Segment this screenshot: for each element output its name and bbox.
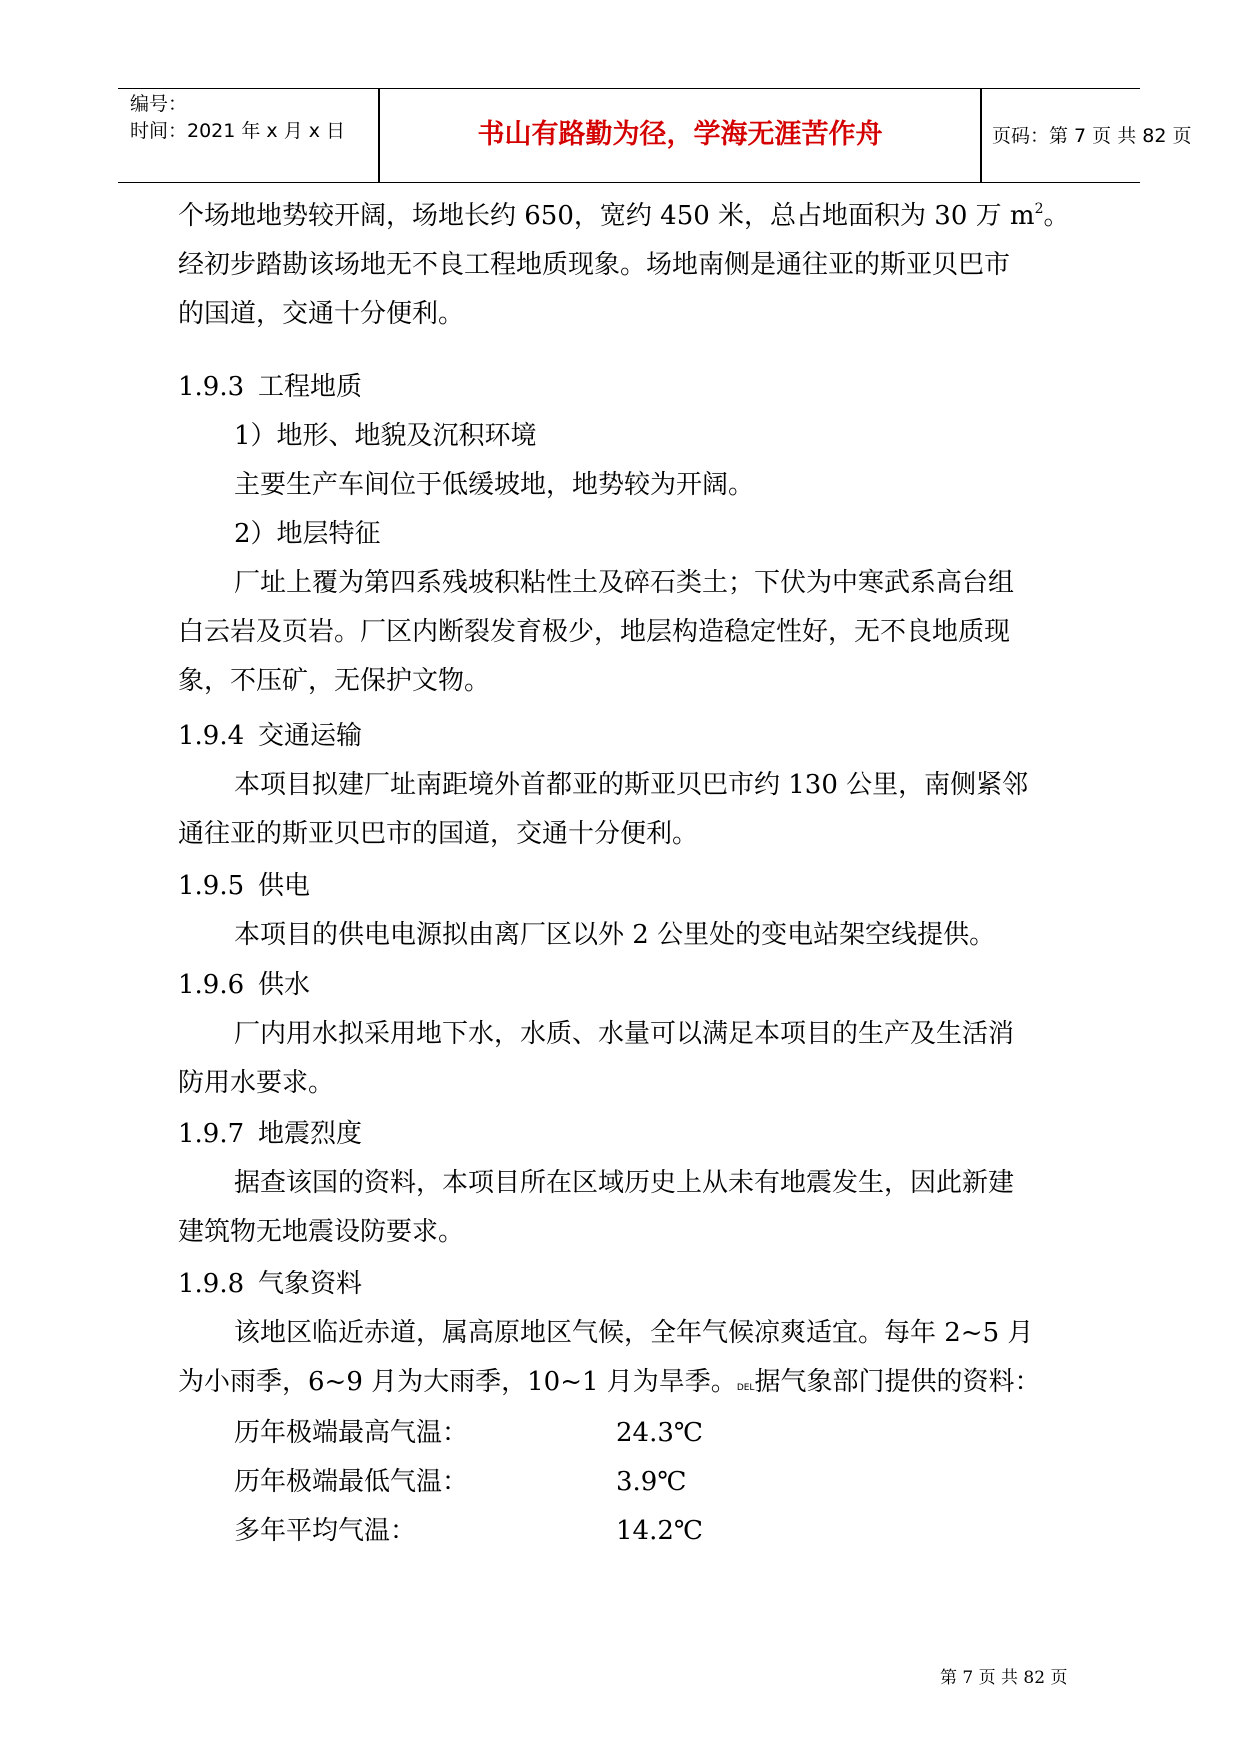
paragraph-line: 厂址上覆为第四系残坡积粘性土及碎石类土；下伏为中寒武系高台组: [234, 568, 1015, 598]
paragraph-line: 为小雨季，6~9 月为大雨季，10~1 月为旱季。DEL据气象部门提供的资料：: [178, 1367, 1041, 1397]
header-motto: 书山有路勤为径，学海无涯苦作舟: [477, 119, 883, 150]
document-number-label: 编号：: [130, 93, 188, 115]
page-header: [118, 88, 1192, 183]
paragraph-line: 经初步踏勘该场地无不良工程地质现象。场地南侧是通往亚的斯亚贝巴市: [178, 250, 1011, 280]
paragraph-line: 个场地地势较开阔，场地长约 650，宽约 450 米，总占地面积为 30 万 $m^2$。: [178, 201, 1070, 231]
paragraph-line: 据查该国的资料，本项目所在区域历史上从未有地震发生，因此新建: [234, 1168, 1015, 1198]
paragraph-line: 的国道，交通十分便利。: [178, 299, 465, 329]
section-heading-1-9-7: 1.9.7 地震烈度: [178, 1119, 363, 1149]
paragraph-line: 主要生产车间位于低缓坡地，地势较为开阔。: [234, 470, 755, 500]
climate-row: 多年平均气温：: [234, 1516, 417, 1546]
section-heading-1-9-5: 1.9.5 供电: [178, 871, 311, 901]
subsection-heading: 2）地层特征: [234, 519, 381, 549]
section-heading-1-9-3: 1.9.3 工程地质: [178, 372, 363, 402]
subsection-heading: 1）地形、地貌及沉积环境: [234, 421, 537, 451]
header-page-number: 页码：第 7 页 共 82 页: [992, 125, 1192, 147]
paragraph-line: 建筑物无地震设防要求。: [178, 1217, 465, 1247]
paragraph-line: 白云岩及页岩。厂区内断裂发育极少，地层构造稳定性好，无不良地质现: [178, 617, 1011, 647]
paragraph-line: 本项目的供电电源拟由离厂区以外 2 公里处的变电站架空线提供。: [234, 920, 996, 950]
page-footer-number: 第 7 页 共 82 页: [940, 1668, 1068, 1688]
paragraph-line: 本项目拟建厂址南距境外首都亚的斯亚贝巴市约 130 公里，南侧紧邻: [234, 770, 1029, 800]
header-motto-cell: [380, 89, 980, 182]
paragraph-line: 该地区临近赤道，属高原地区气候，全年气候凉爽适宜。每年 2~5 月: [234, 1318, 1034, 1348]
climate-value: 24.3℃: [616, 1418, 703, 1448]
section-heading-1-9-6: 1.9.6 供水: [178, 970, 311, 1000]
header-page-cell: [982, 89, 1192, 182]
climate-row: 历年极端最低气温：: [234, 1467, 469, 1497]
paragraph-line: 防用水要求。: [178, 1068, 335, 1098]
paragraph-line: 通往亚的斯亚贝巴市的国道，交通十分便利。: [178, 819, 699, 849]
climate-row: 历年极端最高气温：: [234, 1418, 469, 1448]
document-date-label: 时间：2021 年 x 月 x 日: [130, 120, 346, 142]
paragraph-line: 象，不压矿，无保护文物。: [178, 666, 491, 696]
header-info-cell: [118, 89, 378, 182]
climate-value: 3.9℃: [616, 1467, 687, 1497]
section-heading-1-9-8: 1.9.8 气象资料: [178, 1269, 363, 1299]
climate-value: 14.2℃: [616, 1516, 703, 1546]
paragraph-line: 厂内用水拟采用地下水，水质、水量可以满足本项目的生产及生活消: [234, 1019, 1015, 1049]
section-heading-1-9-4: 1.9.4 交通运输: [178, 721, 363, 751]
